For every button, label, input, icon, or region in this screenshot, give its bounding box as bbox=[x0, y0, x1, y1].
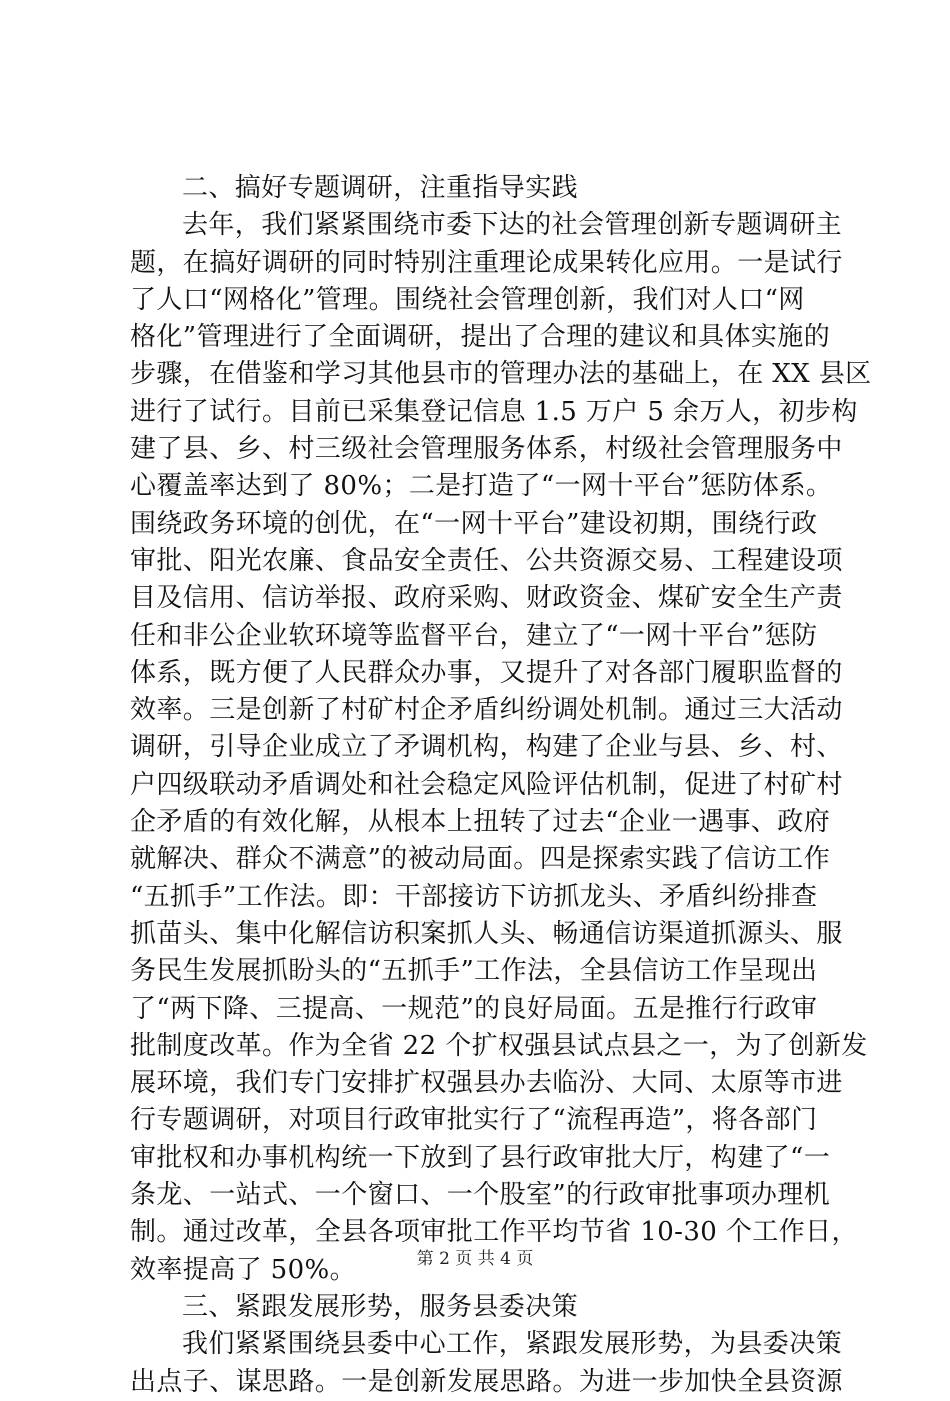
paragraph-line: 效率。三是创新了村矿村企矛盾纠纷调处机制。通过三大活动 bbox=[130, 695, 843, 726]
paragraph-line: 户四级联动矛盾调处和社会稳定风险评估机制，促进了村矿村 bbox=[130, 769, 843, 800]
paragraph-line: 去年，我们紧紧围绕市委下达的社会管理创新专题调研主 bbox=[182, 210, 843, 241]
paragraph-line: 出点子、谋思路。一是创新发展思路。为进一步加快全县资源 bbox=[130, 1366, 843, 1397]
paragraph-line: 我们紧紧围绕县委中心工作，紧跟发展形势，为县委决策 bbox=[182, 1329, 843, 1360]
paragraph-line: 抓苗头、集中化解信访积案抓人头、畅通信访渠道抓源头、服 bbox=[130, 918, 843, 949]
paragraph-line: 审批、阳光农廉、食品安全责任、公共资源交易、工程建设项 bbox=[130, 545, 843, 576]
paragraph-line: 进行了试行。目前已采集登记信息 1.5 万户 5 余万人，初步构 bbox=[130, 396, 858, 427]
paragraph-line: 格化”管理进行了全面调研，提出了合理的建议和具体实施的 bbox=[130, 322, 831, 353]
paragraph-line: 制。通过改革，全县各项审批工作平均节省 10-30 个工作日， bbox=[130, 1217, 858, 1248]
paragraph-line: 调研，引导企业成立了矛调机构，构建了企业与县、乡、村、 bbox=[130, 732, 843, 763]
paragraph-line: 体系，既方便了人民群众办事，又提升了对各部门履职监督的 bbox=[130, 657, 843, 688]
section-heading-3: 三、紧跟发展形势，服务县委决策 bbox=[182, 1291, 579, 1322]
paragraph-line: 了“两下降、三提高、一规范”的良好局面。五是推行行政审 bbox=[130, 993, 818, 1024]
paragraph-line: 围绕政务环境的创优，在“一网十平台”建设初期，围绕行政 bbox=[130, 508, 818, 539]
paragraph-line: 题，在搞好调研的同时特别注重理论成果转化应用。一是试行 bbox=[130, 247, 843, 278]
paragraph-line: 效率提高了 50%。 bbox=[130, 1254, 357, 1285]
paragraph-line: 建了县、乡、村三级社会管理服务体系，村级社会管理服务中 bbox=[130, 434, 843, 465]
page-footer: 第 2 页 共 4 页 bbox=[416, 1249, 534, 1269]
paragraph-line: 企矛盾的有效化解，从根本上扭转了过去“企业一遇事、政府 bbox=[130, 807, 831, 838]
paragraph-line: 了人口“网格化”管理。围绕社会管理创新，我们对人口“网 bbox=[130, 284, 805, 315]
paragraph-line: 务民生发展抓盼头的“五抓手”工作法，全县信访工作呈现出 bbox=[130, 956, 818, 987]
paragraph-line: 条龙、一站式、一个窗口、一个股室”的行政审批事项办理机 bbox=[130, 1180, 831, 1211]
paragraph-line: 任和非公企业软环境等监督平台，建立了“一网十平台”惩防 bbox=[130, 620, 818, 651]
paragraph-line: 目及信用、信访举报、政府采购、财政资金、煤矿安全生产责 bbox=[130, 583, 843, 614]
paragraph-line: 就解决、群众不满意”的被动局面。四是探索实践了信访工作 bbox=[130, 844, 831, 875]
paragraph-line: 展环境，我们专门安排扩权强县办去临汾、大同、太原等市进 bbox=[130, 1068, 843, 1099]
paragraph-1 bbox=[130, 207, 872, 1289]
paragraph-line: 心覆盖率达到了 80%；二是打造了“一网十平台”惩防体系。 bbox=[130, 471, 833, 502]
paragraph-line: 步骤，在借鉴和学习其他县市的管理办法的基础上，在 XX 县区 bbox=[130, 359, 872, 390]
document-body bbox=[130, 170, 872, 1401]
paragraph-2 bbox=[130, 1326, 843, 1401]
paragraph-line: “五抓手”工作法。即：干部接访下访抓龙头、矛盾纠纷排查 bbox=[130, 881, 818, 912]
paragraph-line: 行专题调研，对项目行政审批实行了“流程再造”，将各部门 bbox=[130, 1105, 818, 1136]
paragraph-line: 批制度改革。作为全省 22 个扩权强县试点县之一，为了创新发 bbox=[130, 1030, 868, 1061]
paragraph-line: 审批权和办事机构统一下放到了县行政审批大厅，构建了“一 bbox=[130, 1142, 831, 1173]
section-heading-2: 二、搞好专题调研，注重指导实践 bbox=[182, 173, 579, 203]
